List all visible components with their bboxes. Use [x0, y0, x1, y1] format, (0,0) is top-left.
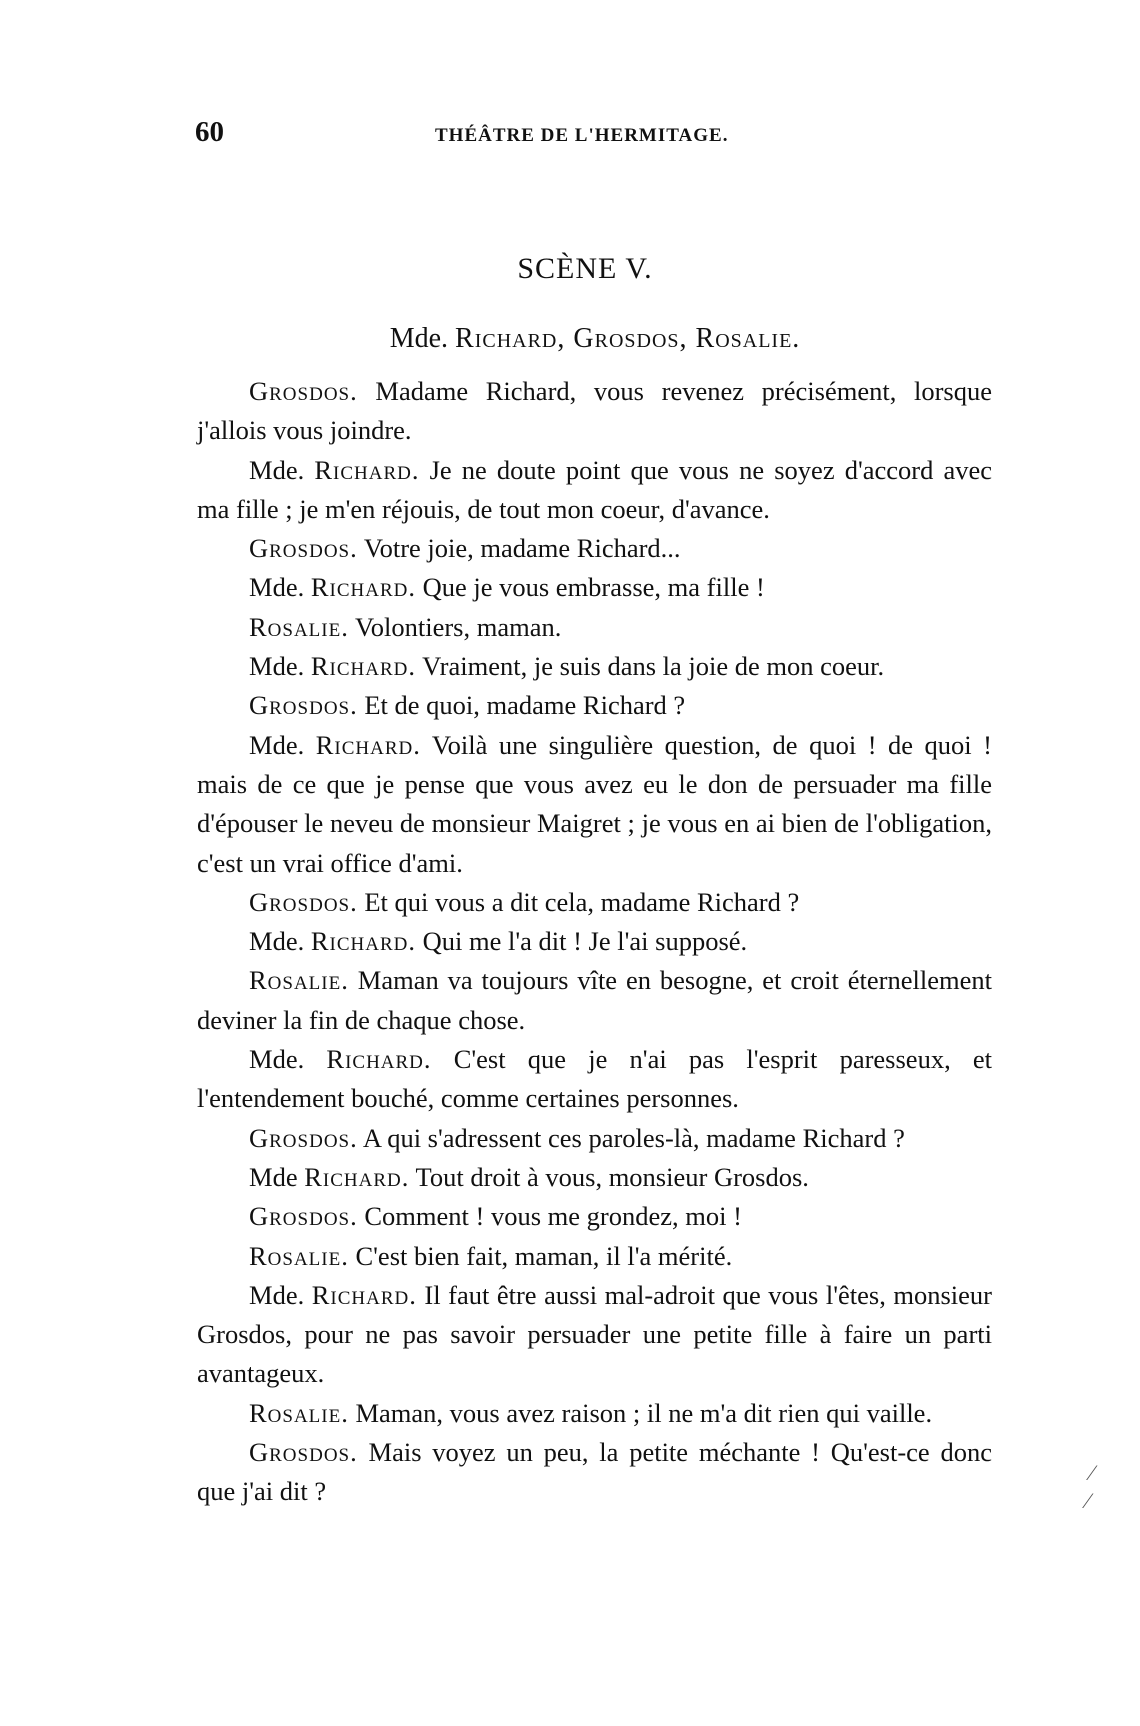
speech-text: Qui me l'a dit ! Je l'ai supposé. — [415, 926, 748, 957]
speaker-name: Rosalie. — [249, 965, 349, 996]
speech-text: A qui s'adressent ces paroles-là, madame Richard ? — [357, 1122, 905, 1153]
speech — [197, 961, 992, 1040]
speech — [197, 1197, 992, 1236]
speaker-prefix: Mde. — [249, 572, 311, 603]
speaker-name: Grosdos. — [249, 533, 358, 564]
speaker-name: Rosalie. — [249, 611, 349, 642]
speaker-prefix: Mde. — [249, 454, 315, 485]
cast-names: Richard, Grosdos, Rosalie. — [455, 323, 801, 354]
speech — [197, 451, 992, 530]
speech — [197, 647, 992, 686]
speech — [197, 1158, 992, 1197]
speech — [197, 1119, 992, 1158]
speaker-name: Richard. — [304, 1161, 410, 1192]
speech-text: Que je vous embrasse, ma fille ! — [415, 572, 765, 603]
speaker-prefix: Mde. — [249, 926, 311, 957]
speaker-name: Richard. — [311, 1279, 417, 1310]
speech-text: Votre joie, madame Richard... — [357, 533, 681, 564]
speaker-name: Richard. — [314, 454, 420, 485]
speech — [197, 1040, 992, 1119]
speech — [197, 529, 992, 568]
speech-text: Je ne doute point que vous ne soyez d'accord avec ma fille ; je m'en réjouis, de tout mon coeur, d'avance. — [197, 454, 992, 524]
speaker-name: Grosdos. — [249, 1122, 358, 1153]
speech-text: C'est que je n'ai pas l'esprit paresseux, et l'entendement bouché, comme certaines personnes. — [197, 1044, 992, 1114]
cast-list — [0, 323, 1140, 355]
speaker-name: Grosdos. — [249, 886, 358, 917]
speech-text: Il faut être aussi mal-adroit que vous l'êtes, monsieur Grosdos, pour ne pas savoir persuader une petite fille à faire un parti avantageux. — [197, 1279, 992, 1389]
speech-text: Vraiment, je suis dans la joie de mon coeur. — [415, 651, 885, 682]
speaker-prefix: Mde. — [249, 1279, 312, 1310]
speech-text: Comment ! vous me grondez, moi ! — [357, 1201, 742, 1232]
speech — [197, 922, 992, 961]
speech-text: Volontiers, maman. — [348, 611, 562, 642]
speech — [197, 372, 992, 451]
speech — [197, 1433, 992, 1512]
speech — [197, 608, 992, 647]
scan-speck: ⁄ — [1090, 1460, 1094, 1485]
speaker-name: Richard. — [310, 572, 416, 603]
speech — [197, 1394, 992, 1433]
running-head: THÉÂTRE DE L'HERMITAGE. — [435, 125, 729, 146]
speech-text: Et qui vous a dit cela, madame Richard ? — [357, 886, 800, 917]
speaker-prefix: Mde — [249, 1161, 305, 1192]
speech — [197, 883, 992, 922]
speaker-name: Grosdos. — [249, 1437, 358, 1468]
speaker-name: Richard. — [315, 729, 421, 760]
speech-text: Maman, vous avez raison ; il ne m'a dit rien qui vaille. — [348, 1397, 933, 1428]
speaker-name: Grosdos. — [249, 690, 358, 721]
dialogue — [197, 372, 992, 1512]
speech — [197, 686, 992, 725]
speaker-name: Grosdos. — [249, 1201, 358, 1232]
page-header — [195, 116, 975, 156]
speech-text: Mais voyez un peu, la petite méchante ! Qu'est-ce donc que j'ai dit ? — [197, 1437, 992, 1507]
speaker-name: Richard. — [310, 651, 416, 682]
speaker-name: Grosdos. — [249, 376, 358, 406]
speaker-prefix: Mde. — [249, 1044, 327, 1075]
speech-text: Maman va toujours vîte en besogne, et croit éternellement deviner la fin de chaque chose. — [197, 965, 992, 1035]
speech-text: Tout droit à vous, monsieur Grosdos. — [409, 1161, 809, 1192]
speech-text: Voilà une singulière question, de quoi ! de quoi ! mais de ce que je pense que vous avez eu le don de persuader ma fille d'épouser le neveu de monsieur Maigret ; je vous en ai bien de l'obligation, c'est un vrai office d'ami. — [197, 729, 992, 878]
speech — [197, 1237, 992, 1276]
speech-text: C'est bien fait, maman, il l'a mérité. — [348, 1240, 733, 1271]
scene-title: SCÈNE V. — [517, 252, 653, 285]
speech-text: Et de quoi, madame Richard ? — [357, 690, 686, 721]
speech — [197, 568, 992, 607]
speaker-prefix: Mde. — [249, 729, 316, 760]
speaker-prefix: Mde. — [249, 651, 311, 682]
cast-prefix: Mde. — [389, 323, 456, 354]
page-number: 60 — [195, 116, 224, 148]
scan-speck: ⁄ — [1086, 1488, 1090, 1513]
speaker-name: Rosalie. — [249, 1240, 349, 1271]
speech — [197, 726, 992, 883]
speaker-name: Richard. — [326, 1044, 432, 1075]
speech-text: Madame Richard, vous revenez précisément, lorsque j'allois vous joindre. — [197, 376, 992, 446]
speech — [197, 1276, 992, 1394]
speaker-name: Richard. — [310, 926, 416, 957]
speaker-name: Rosalie. — [249, 1397, 349, 1428]
